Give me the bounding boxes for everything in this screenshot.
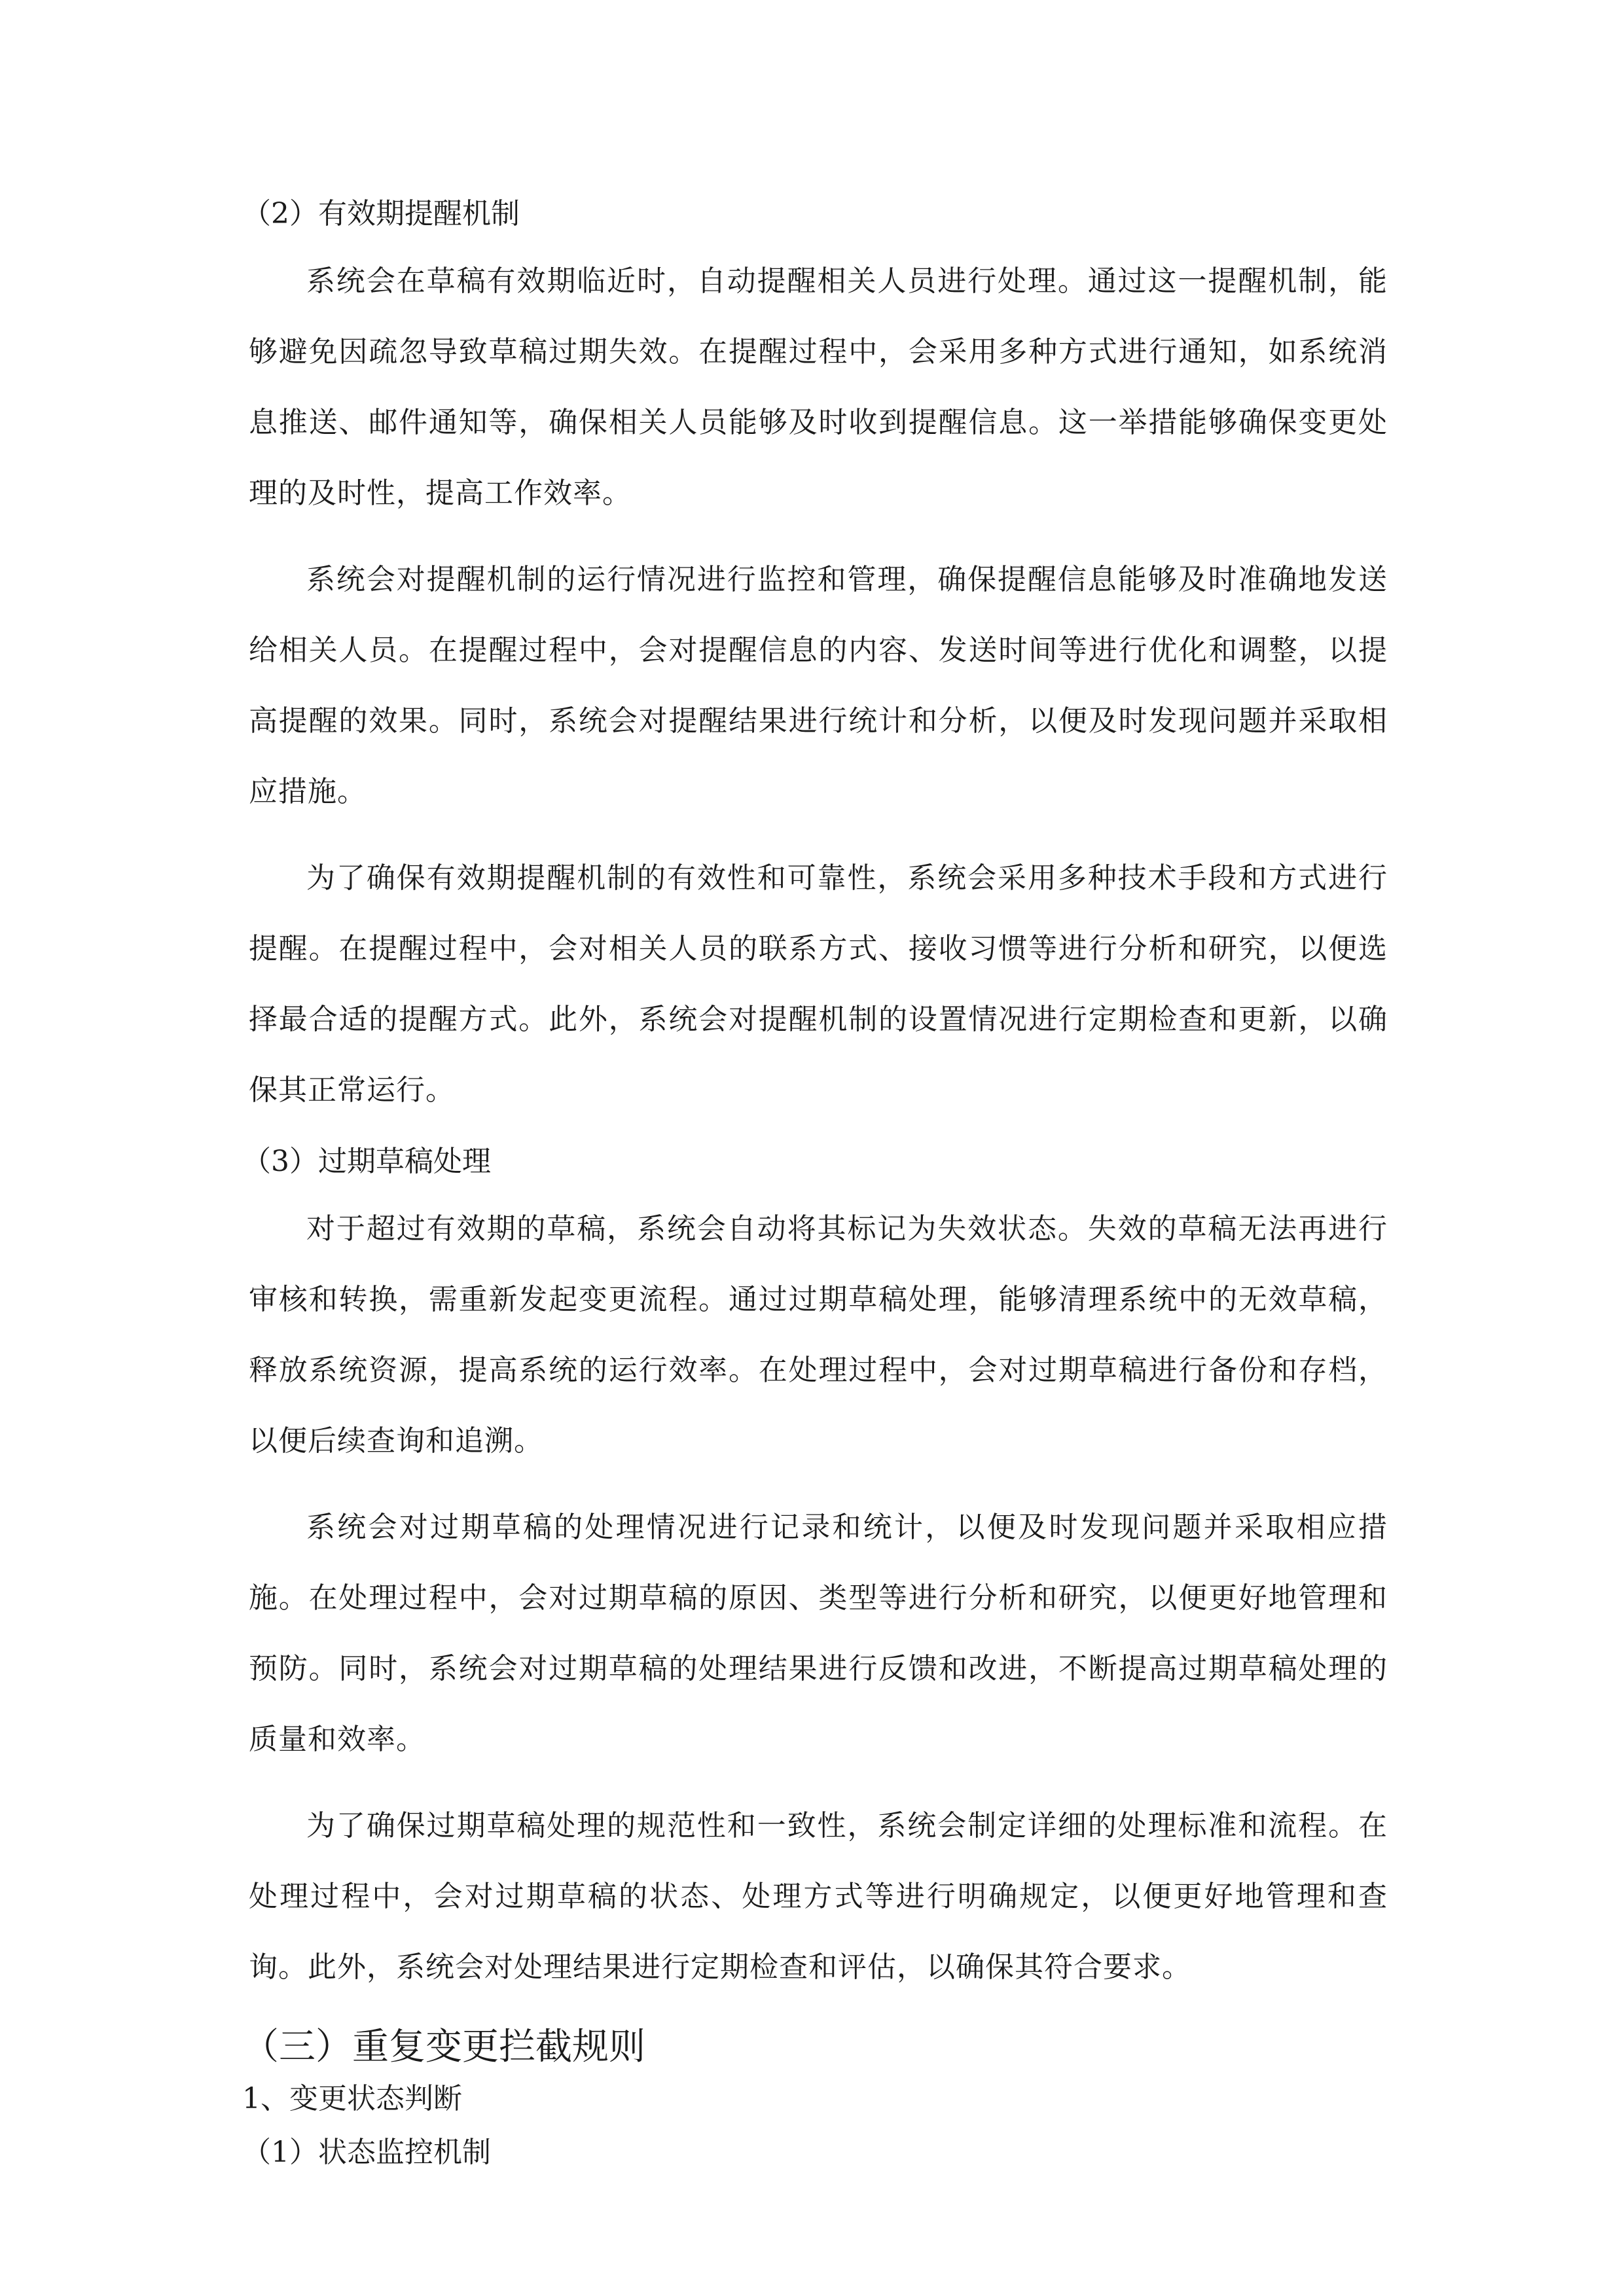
subheading-validity-reminder: （2）有效期提醒机制 <box>242 197 520 230</box>
subheading-expired-drafts: （3）过期草稿处理 <box>242 1145 491 1178</box>
paragraph-6: 为了确保过期草稿处理的规范性和一致性，系统会制定详细的处理标准和流程。在处理过程中，会对过期草稿的状态、处理方式等进行明确规定，以便更好地管理和查询。此外，系统会对处理结果进行定期检查和评估，以确保其符合要求。 <box>249 1809 1388 1984</box>
section-heading-duplicate-change: （三）重复变更拦截规则 <box>242 2026 645 2068</box>
paragraph-5: 系统会对过期草稿的处理情况进行记录和统计，以便及时发现问题并采取相应措施。在处理过程中，会对过期草稿的原因、类型等进行分析和研究，以便更好地管理和预防。同时，系统会对过期草稿的处理结果进行反馈和改进，不断提高过期草稿处理的质量和效率。 <box>249 1511 1388 1756</box>
paragraph-1: 系统会在草稿有效期临近时，自动提醒相关人员进行处理。通过这一提醒机制，能够避免因疏忽导致草稿过期失效。在提醒过程中，会采用多种方式进行通知，如系统消息推送、邮件通知等，确保相关人员能够及时收到提醒信息。这一举措能够确保变更处理的及时性，提高工作效率。 <box>249 264 1388 510</box>
subheading-status-monitoring: （1）状态监控机制 <box>242 2136 491 2169</box>
document-body <box>242 194 1388 2186</box>
paragraph-2: 系统会对提醒机制的运行情况进行监控和管理，确保提醒信息能够及时准确地发送给相关人员。在提醒过程中，会对提醒信息的内容、发送时间等进行优化和调整，以提高提醒的效果。同时，系统会对提醒结果进行统计和分析，以便及时发现问题并采取相应措施。 <box>249 563 1388 808</box>
paragraph-3: 为了确保有效期提醒机制的有效性和可靠性，系统会采用多种技术手段和方式进行提醒。在提醒过程中，会对相关人员的联系方式、接收习惯等进行分析和研究，以便选择最合适的提醒方式。此外，系统会对提醒机制的设置情况进行定期检查和更新，以确保其正常运行。 <box>249 861 1388 1107</box>
item-heading-change-status: 1、变更状态判断 <box>242 2082 462 2115</box>
paragraph-4: 对于超过有效期的草稿，系统会自动将其标记为失效状态。失效的草稿无法再进行审核和转换，需重新发起变更流程。通过过期草稿处理，能够清理系统中的无效草稿，释放系统资源，提高系统的运行效率。在处理过程中，会对过期草稿进行备份和存档，以便后续查询和追溯。 <box>249 1212 1388 1458</box>
